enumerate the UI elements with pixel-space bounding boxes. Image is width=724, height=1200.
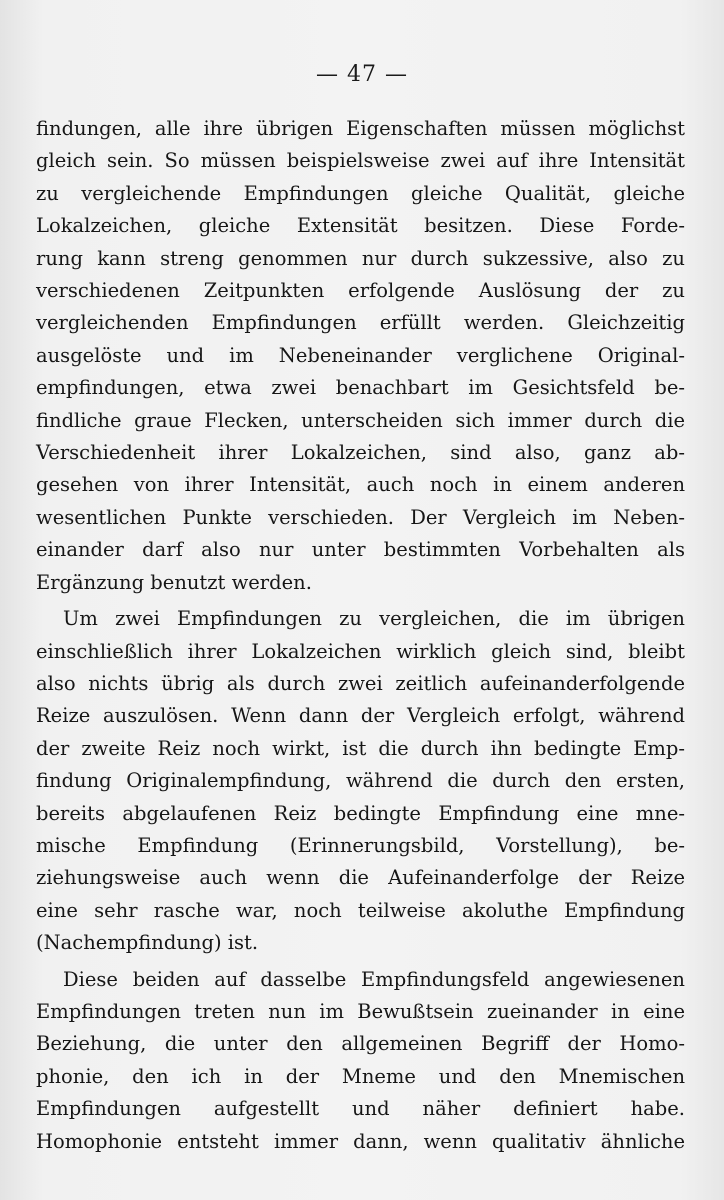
- text-line: gesehen von ihrer Intensität, auch noch in einem anderen: [36, 473, 685, 497]
- text-line: einschließlich ihrer Lokalzeichen wirklich gleich sind, bleibt: [36, 639, 685, 663]
- text-line: gleich sein. So müssen beispielsweise zwei auf ihre Intensität: [36, 149, 685, 173]
- text-line: Lokalzeichen, gleiche Extensität besitzen. Diese Forde-: [36, 214, 685, 238]
- text-line: empfindungen, etwa zwei benachbart im Gesichtsfeld be-: [36, 376, 685, 400]
- text-line: bereits abgelaufenen Reiz bedingte Empfindung eine mne-: [36, 801, 685, 825]
- text-line: (Nachempfindung) ist.: [36, 931, 259, 955]
- text-line: mische Empfindung (Erinnerungsbild, Vorstellung), be-: [36, 833, 685, 857]
- text-line: ausgelöste und im Nebeneinander verglichene Original-: [36, 343, 685, 367]
- text-line: phonie, den ich in der Mneme und den Mnemischen: [36, 1064, 685, 1088]
- text-line: Beziehung, die unter den allgemeinen Begriff der Homo-: [36, 1032, 685, 1056]
- text-line: findungen, alle ihre übrigen Eigenschaften müssen möglichst: [36, 117, 685, 140]
- text-line: der zweite Reiz noch wirkt, ist die durch ihn bedingte Emp-: [36, 736, 685, 760]
- text-line: also nichts übrig als durch zwei zeitlich aufeinanderfolgende: [36, 671, 685, 695]
- text-line: Ergänzung benutzt werden.: [36, 570, 312, 594]
- text-line: Empfindungen aufgestellt und näher definiert habe.: [36, 1097, 685, 1121]
- text-line: Verschiedenheit ihrer Lokalzeichen, sind also, ganz ab-: [36, 441, 685, 465]
- text-line: findliche graue Flecken, unterscheiden sich immer durch die: [36, 408, 685, 432]
- text-line: Um zwei Empfindungen zu vergleichen, die im übrigen: [63, 607, 685, 631]
- text-line: vergleichenden Empfindungen erfüllt werden. Gleichzeitig: [36, 311, 685, 335]
- body-text: [36, 113, 685, 1158]
- paragraph-3: [36, 964, 685, 1158]
- text-line: zu vergleichende Empfindungen gleiche Qualität, gleiche: [36, 181, 685, 205]
- paragraph-1: [36, 113, 685, 599]
- text-line: verschiedenen Zeitpunkten erfolgende Auslösung der zu: [36, 279, 685, 303]
- page-number: — 47 —: [316, 62, 408, 87]
- text-line: eine sehr rasche war, noch teilweise akoluthe Empfindung: [36, 898, 685, 922]
- text-line: rung kann streng genommen nur durch sukzessive, also zu: [36, 246, 685, 270]
- text-line: Empfindungen treten nun im Bewußtsein zueinander in eine: [36, 999, 685, 1023]
- text-line: ziehungsweise auch wenn die Aufeinanderfolge der Reize: [36, 866, 685, 890]
- text-line: Homophonie entsteht immer dann, wenn qualitativ ähnliche: [36, 1129, 685, 1153]
- text-line: wesentlichen Punkte verschieden. Der Vergleich im Neben-: [36, 505, 685, 529]
- paragraph-2: [36, 603, 685, 959]
- text-line: einander darf also nur unter bestimmten Vorbehalten als: [36, 538, 685, 562]
- text-line: Diese beiden auf dasselbe Empfindungsfeld angewiesenen: [63, 967, 685, 991]
- text-line: findung Originalempfindung, während die durch den ersten,: [36, 769, 685, 793]
- text-line: Reize auszulösen. Wenn dann der Vergleich erfolgt, während: [36, 704, 685, 728]
